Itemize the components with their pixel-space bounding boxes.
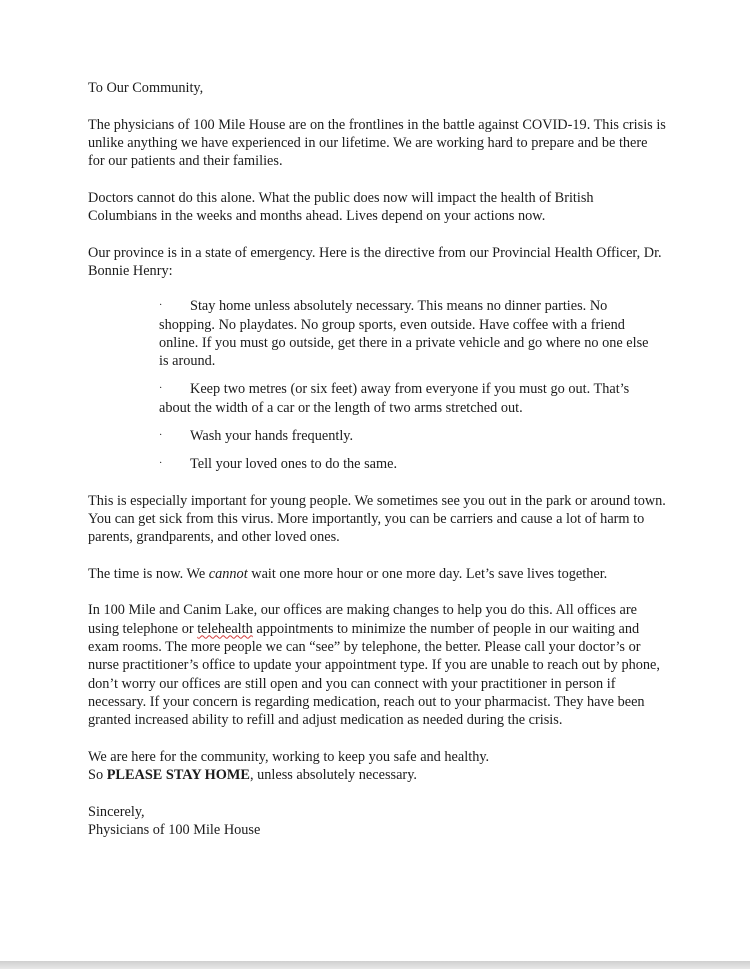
paragraph-state-of-emergency: Our province is in a state of emergency. Here is the directive from our Provincial Health Officer, Dr. Bonnie Henry: [88,244,662,279]
text-segment: appointments to minimize the number of people in our waiting and exam rooms. The more people we can “see” by telephone, the better. Please call your doctor’s or nurse practitioner’s office to update your appointment type. If you are unable to reach out by phone, don’t worry our offices are still open and you can connect with your practitioner in person if necessary. If your concern is regarding medication, reach out to your pharmacist. They have been granted increased ability to refill and adjust medication as needed during the crisis. [88,620,660,729]
text-segment: , unless absolutely necessary. [249,767,417,784]
text-segment: wait one more hour or one more day. Let’s save lives together. [247,565,608,582]
paragraph-stay-home [88,748,666,785]
text-line: We are here for the community, working to keep you safe and healthy. [88,748,490,765]
directive-item-tell-loved-ones [159,455,649,473]
directive-text: Keep two metres (or six feet) away from everyone if you must go out. That’s about the width of a car or the length of two arms stretched out. [159,381,630,416]
text-segment: The time is now. We [88,565,209,582]
paragraph-offices [88,601,666,729]
text-segment: In 100 Mile and Canim Lake, our offices are making changes to help you do this. All offices are using telephone or [88,602,637,637]
paragraph-time-is-now [88,565,666,583]
page-bottom-edge [0,961,750,969]
letter-body [88,79,666,839]
closing: Sincerely, [88,803,145,820]
salutation: To Our Community, [88,80,204,96]
directive-list [159,297,649,473]
closing-block [88,803,666,840]
paragraph-doctors-cannot: Doctors cannot do this alone. What the public does now will impact the health of British Columbians in the weeks and months ahead. Lives depend on your actions now. [88,189,594,225]
spellcheck-flagged-word: telehealth [197,620,253,637]
bullet-dot-icon: · [159,383,163,395]
directive-item-distance [159,380,649,417]
paragraph-young-people: This is especially important for young people. We sometimes see you out in the park or around town. You can get sick from this virus. More importantly, you can be carriers and cause a lot of harm to parents, grandparents, and other loved ones. [88,492,666,546]
directive-item-wash-hands [159,427,649,445]
bullet-dot-icon: · [159,458,163,470]
bullet-dot-icon: · [159,300,163,312]
bold-please-stay-home: PLEASE STAY HOME [106,767,250,784]
paragraph-frontlines: The physicians of 100 Mile House are on the frontlines in the battle against COVID-19. This crisis is unlike anything we have experienced in our lifetime. We are working hard to prepare and be there for our patients and their families. [88,116,666,170]
signature: Physicians of 100 Mile House [88,821,261,838]
bullet-dot-icon: · [159,430,163,442]
directive-text: Wash your hands frequently. [190,428,354,445]
directive-text: Tell your loved ones to do the same. [190,456,398,473]
directive-text: Stay home unless absolutely necessary. This means no dinner parties. No shopping. No playdates. No group sports, even outside. Have coffee with a friend online. If you must go outside, get there in a private vehicle and go where no one else is around. [159,298,649,370]
emphasis-cannot: cannot [208,565,248,582]
text-segment: So [88,767,107,784]
directive-item-stay-home [159,297,649,370]
